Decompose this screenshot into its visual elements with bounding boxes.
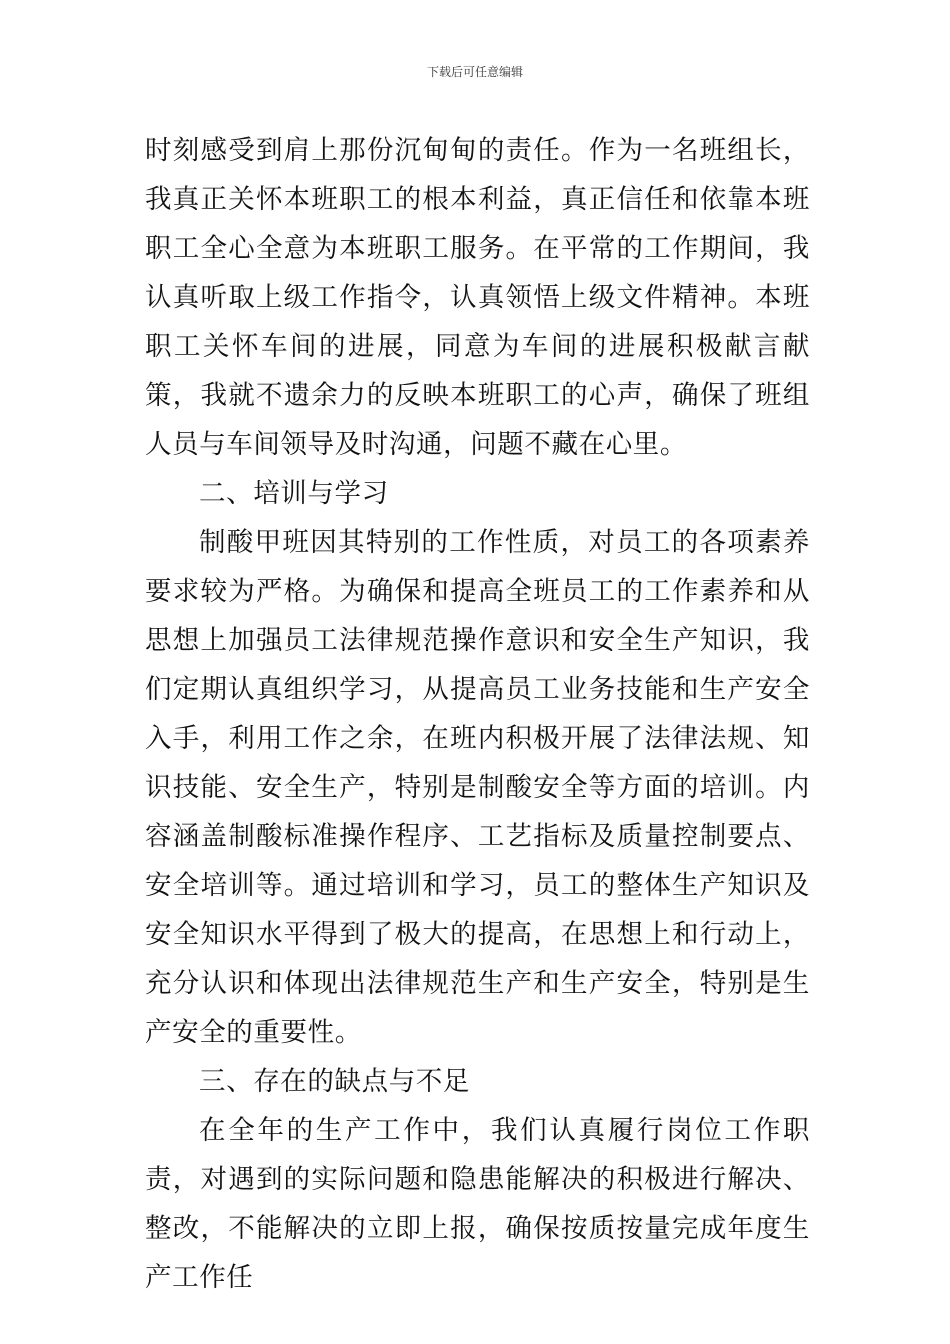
paragraph-responsibility: 时刻感受到肩上那份沉甸甸的责任。作为一名班组长，我真正关怀本班职工的根本利益，真正信任和依靠本班职工全心全意为本班职工服务。在平常的工作期间，我认真听取上级工作指令，认真领悟上级文件精神。本班职工关怀车间的进展，同意为车间的进展积极献言献策，我就不遗余力的反映本班职工的心声，确保了班组人员与车间领导及时沟通，问题不藏在心里。	[145, 135, 810, 460]
section-heading-shortcomings: 三、存在的缺点与不足	[199, 1066, 470, 1097]
paragraph-training: 制酸甲班因其特别的工作性质，对员工的各项素养要求较为严格。为确保和提高全班员工的工作素养和从思想上加强员工法律规范操作意识和安全生产知识，我们定期认真组织学习，从提高员工业务技能和生产安全入手，利用工作之余，在班内积极开展了法律法规、知识技能、安全生产，特别是制酸安全等方面的培训。内容涵盖制酸标准操作程序、工艺指标及质量控制要点、安全培训等。通过培训和学习，员工的整体生产知识及安全知识水平得到了极大的提高，在思想上和行动上，充分认识和体现出法律规范生产和生产安全，特别是生产安全的重要性。	[145, 527, 810, 1048]
section-heading-training: 二、培训与学习	[199, 478, 389, 509]
page-header: 下载后可任意编辑	[426, 65, 523, 79]
paragraph-shortcomings: 在全年的生产工作中，我们认真履行岗位工作职责，对遇到的实际问题和隐患能解决的积极进行解决、整改，不能解决的立即上报，确保按质按量完成年度生产工作任	[145, 1115, 810, 1293]
document-body	[145, 126, 810, 1302]
